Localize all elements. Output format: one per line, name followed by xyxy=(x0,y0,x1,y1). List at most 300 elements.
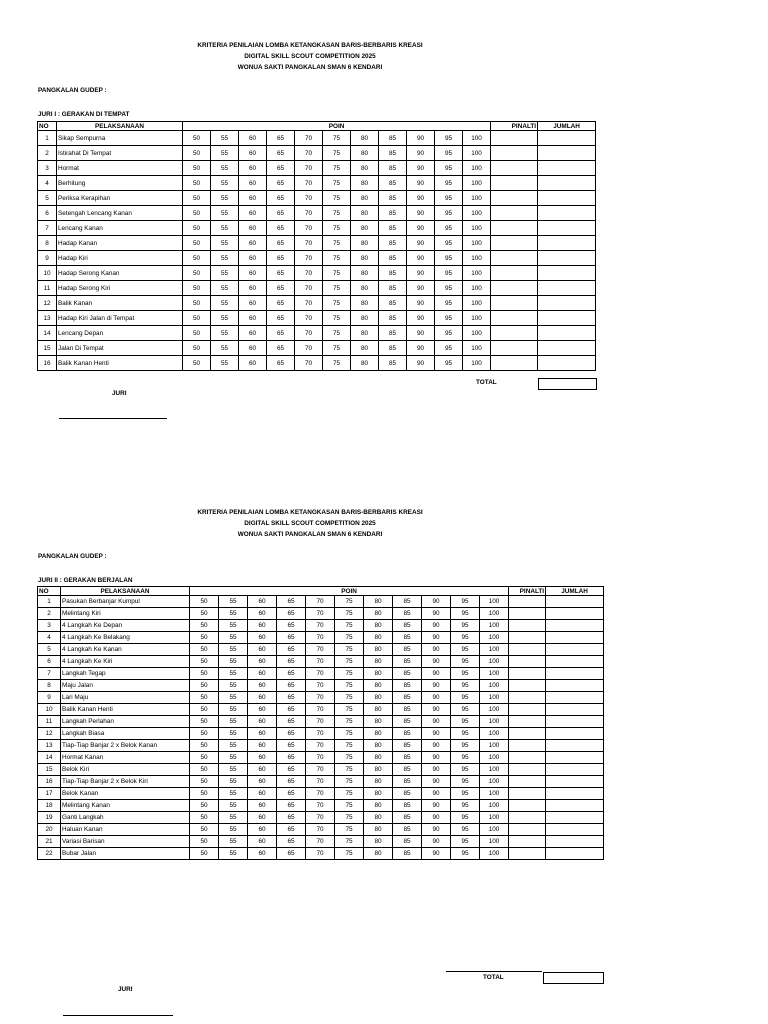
point-option[interactable]: 95 xyxy=(435,146,463,161)
point-option[interactable]: 60 xyxy=(248,620,277,632)
pinalti-cell[interactable] xyxy=(509,740,546,752)
point-option[interactable]: 65 xyxy=(277,800,306,812)
jumlah-cell[interactable] xyxy=(546,656,604,668)
point-option[interactable]: 70 xyxy=(306,620,335,632)
point-option[interactable]: 95 xyxy=(435,176,463,191)
point-option[interactable]: 90 xyxy=(422,620,451,632)
pinalti-cell[interactable] xyxy=(491,221,538,236)
point-option[interactable]: 85 xyxy=(393,608,422,620)
point-option[interactable]: 100 xyxy=(463,296,491,311)
point-option[interactable]: 60 xyxy=(248,764,277,776)
point-option[interactable]: 75 xyxy=(323,191,351,206)
point-option[interactable]: 95 xyxy=(451,656,480,668)
point-option[interactable]: 70 xyxy=(295,341,323,356)
point-option[interactable]: 90 xyxy=(422,608,451,620)
point-option[interactable]: 90 xyxy=(407,146,435,161)
point-option[interactable]: 60 xyxy=(248,812,277,824)
point-option[interactable]: 65 xyxy=(277,620,306,632)
point-option[interactable]: 50 xyxy=(183,311,211,326)
point-option[interactable]: 60 xyxy=(248,644,277,656)
point-option[interactable]: 70 xyxy=(306,704,335,716)
point-option[interactable]: 95 xyxy=(451,776,480,788)
point-option[interactable]: 75 xyxy=(323,236,351,251)
point-option[interactable]: 100 xyxy=(480,620,509,632)
jumlah-cell[interactable] xyxy=(546,764,604,776)
point-option[interactable]: 65 xyxy=(277,848,306,860)
point-option[interactable]: 50 xyxy=(190,776,219,788)
point-option[interactable]: 80 xyxy=(364,680,393,692)
point-option[interactable]: 55 xyxy=(211,326,239,341)
point-option[interactable]: 85 xyxy=(379,356,407,371)
point-option[interactable]: 50 xyxy=(190,704,219,716)
point-option[interactable]: 85 xyxy=(393,680,422,692)
point-option[interactable]: 85 xyxy=(379,206,407,221)
point-option[interactable]: 100 xyxy=(480,740,509,752)
point-option[interactable]: 60 xyxy=(248,668,277,680)
point-option[interactable]: 90 xyxy=(407,296,435,311)
point-option[interactable]: 80 xyxy=(364,812,393,824)
pinalti-cell[interactable] xyxy=(491,311,538,326)
point-option[interactable]: 100 xyxy=(480,848,509,860)
point-option[interactable]: 65 xyxy=(277,692,306,704)
point-option[interactable]: 75 xyxy=(323,311,351,326)
point-option[interactable]: 75 xyxy=(323,266,351,281)
point-option[interactable]: 55 xyxy=(219,692,248,704)
point-option[interactable]: 55 xyxy=(219,704,248,716)
point-option[interactable]: 100 xyxy=(480,800,509,812)
point-option[interactable]: 50 xyxy=(190,716,219,728)
point-option[interactable]: 90 xyxy=(422,788,451,800)
point-option[interactable]: 60 xyxy=(239,146,267,161)
point-option[interactable]: 80 xyxy=(364,764,393,776)
point-option[interactable]: 100 xyxy=(463,191,491,206)
point-option[interactable]: 55 xyxy=(219,608,248,620)
point-option[interactable]: 75 xyxy=(335,812,364,824)
point-option[interactable]: 80 xyxy=(364,848,393,860)
point-option[interactable]: 100 xyxy=(480,704,509,716)
jumlah-cell[interactable] xyxy=(538,221,596,236)
point-option[interactable]: 70 xyxy=(306,836,335,848)
pinalti-cell[interactable] xyxy=(491,191,538,206)
point-option[interactable]: 70 xyxy=(295,281,323,296)
point-option[interactable]: 60 xyxy=(239,356,267,371)
point-option[interactable]: 85 xyxy=(379,296,407,311)
point-option[interactable]: 70 xyxy=(306,764,335,776)
point-option[interactable]: 85 xyxy=(379,161,407,176)
point-option[interactable]: 50 xyxy=(183,251,211,266)
point-option[interactable]: 55 xyxy=(219,716,248,728)
jumlah-cell[interactable] xyxy=(546,824,604,836)
point-option[interactable]: 50 xyxy=(183,221,211,236)
point-option[interactable]: 70 xyxy=(295,161,323,176)
point-option[interactable]: 85 xyxy=(393,632,422,644)
point-option[interactable]: 65 xyxy=(277,632,306,644)
point-option[interactable]: 60 xyxy=(248,848,277,860)
point-option[interactable]: 60 xyxy=(239,206,267,221)
point-option[interactable]: 65 xyxy=(267,281,295,296)
point-option[interactable]: 55 xyxy=(219,752,248,764)
point-option[interactable]: 90 xyxy=(407,161,435,176)
point-option[interactable]: 100 xyxy=(463,131,491,146)
point-option[interactable]: 95 xyxy=(451,788,480,800)
point-option[interactable]: 90 xyxy=(422,632,451,644)
point-option[interactable]: 50 xyxy=(183,206,211,221)
point-option[interactable]: 95 xyxy=(451,668,480,680)
point-option[interactable]: 90 xyxy=(422,836,451,848)
point-option[interactable]: 75 xyxy=(323,341,351,356)
point-option[interactable]: 75 xyxy=(335,596,364,608)
pinalti-cell[interactable] xyxy=(491,146,538,161)
point-option[interactable]: 60 xyxy=(239,176,267,191)
point-option[interactable]: 85 xyxy=(379,281,407,296)
point-option[interactable]: 85 xyxy=(379,311,407,326)
point-option[interactable]: 95 xyxy=(435,131,463,146)
point-option[interactable]: 65 xyxy=(277,608,306,620)
point-option[interactable]: 55 xyxy=(219,764,248,776)
point-option[interactable]: 75 xyxy=(335,620,364,632)
point-option[interactable]: 50 xyxy=(190,692,219,704)
point-option[interactable]: 80 xyxy=(364,668,393,680)
pinalti-cell[interactable] xyxy=(509,824,546,836)
point-option[interactable]: 70 xyxy=(306,716,335,728)
point-option[interactable]: 60 xyxy=(248,800,277,812)
point-option[interactable]: 65 xyxy=(267,326,295,341)
point-option[interactable]: 95 xyxy=(435,281,463,296)
point-option[interactable]: 80 xyxy=(351,281,379,296)
point-option[interactable]: 80 xyxy=(364,800,393,812)
point-option[interactable]: 60 xyxy=(248,704,277,716)
point-option[interactable]: 80 xyxy=(351,191,379,206)
point-option[interactable]: 75 xyxy=(323,206,351,221)
point-option[interactable]: 60 xyxy=(239,296,267,311)
point-option[interactable]: 80 xyxy=(364,644,393,656)
point-option[interactable]: 65 xyxy=(277,656,306,668)
point-option[interactable]: 75 xyxy=(335,692,364,704)
point-option[interactable]: 65 xyxy=(267,191,295,206)
jumlah-cell[interactable] xyxy=(546,620,604,632)
point-option[interactable]: 75 xyxy=(335,608,364,620)
pinalti-cell[interactable] xyxy=(509,764,546,776)
pinalti-cell[interactable] xyxy=(491,296,538,311)
point-option[interactable]: 50 xyxy=(190,668,219,680)
point-option[interactable]: 70 xyxy=(295,206,323,221)
point-option[interactable]: 100 xyxy=(463,206,491,221)
jumlah-cell[interactable] xyxy=(538,191,596,206)
point-option[interactable]: 85 xyxy=(379,266,407,281)
point-option[interactable]: 75 xyxy=(323,326,351,341)
point-option[interactable]: 50 xyxy=(183,161,211,176)
point-option[interactable]: 60 xyxy=(239,266,267,281)
point-option[interactable]: 100 xyxy=(463,311,491,326)
point-option[interactable]: 75 xyxy=(335,764,364,776)
point-option[interactable]: 95 xyxy=(451,752,480,764)
point-option[interactable]: 55 xyxy=(219,680,248,692)
jumlah-cell[interactable] xyxy=(546,728,604,740)
point-option[interactable]: 95 xyxy=(435,311,463,326)
point-option[interactable]: 75 xyxy=(335,836,364,848)
point-option[interactable]: 100 xyxy=(463,236,491,251)
pinalti-cell[interactable] xyxy=(509,680,546,692)
point-option[interactable]: 90 xyxy=(407,266,435,281)
point-option[interactable]: 95 xyxy=(451,764,480,776)
jumlah-cell[interactable] xyxy=(546,776,604,788)
point-option[interactable]: 65 xyxy=(267,251,295,266)
point-option[interactable]: 50 xyxy=(183,131,211,146)
pinalti-cell[interactable] xyxy=(491,341,538,356)
point-option[interactable]: 75 xyxy=(323,296,351,311)
point-option[interactable]: 60 xyxy=(248,776,277,788)
point-option[interactable]: 100 xyxy=(480,680,509,692)
point-option[interactable]: 75 xyxy=(335,668,364,680)
point-option[interactable]: 90 xyxy=(407,341,435,356)
point-option[interactable]: 50 xyxy=(183,326,211,341)
point-option[interactable]: 55 xyxy=(211,266,239,281)
point-option[interactable]: 95 xyxy=(451,824,480,836)
point-option[interactable]: 100 xyxy=(480,836,509,848)
jumlah-cell[interactable] xyxy=(538,176,596,191)
point-option[interactable]: 70 xyxy=(295,296,323,311)
point-option[interactable]: 95 xyxy=(451,692,480,704)
point-option[interactable]: 55 xyxy=(211,236,239,251)
jumlah-cell[interactable] xyxy=(538,236,596,251)
point-option[interactable]: 50 xyxy=(190,596,219,608)
point-option[interactable]: 100 xyxy=(480,764,509,776)
point-option[interactable]: 50 xyxy=(183,356,211,371)
point-option[interactable]: 65 xyxy=(277,596,306,608)
point-option[interactable]: 100 xyxy=(480,668,509,680)
point-option[interactable]: 95 xyxy=(435,251,463,266)
point-option[interactable]: 90 xyxy=(407,221,435,236)
point-option[interactable]: 100 xyxy=(463,176,491,191)
point-option[interactable]: 100 xyxy=(463,281,491,296)
point-option[interactable]: 85 xyxy=(393,848,422,860)
point-option[interactable]: 85 xyxy=(393,620,422,632)
point-option[interactable]: 85 xyxy=(393,800,422,812)
point-option[interactable]: 75 xyxy=(335,632,364,644)
point-option[interactable]: 100 xyxy=(463,251,491,266)
point-option[interactable]: 95 xyxy=(435,161,463,176)
pinalti-cell[interactable] xyxy=(509,848,546,860)
point-option[interactable]: 95 xyxy=(451,836,480,848)
point-option[interactable]: 90 xyxy=(422,644,451,656)
point-option[interactable]: 85 xyxy=(393,740,422,752)
pinalti-cell[interactable] xyxy=(509,608,546,620)
pinalti-cell[interactable] xyxy=(491,281,538,296)
point-option[interactable]: 50 xyxy=(183,176,211,191)
jumlah-cell[interactable] xyxy=(546,704,604,716)
point-option[interactable]: 85 xyxy=(393,752,422,764)
point-option[interactable]: 90 xyxy=(407,236,435,251)
point-option[interactable]: 60 xyxy=(248,788,277,800)
point-option[interactable]: 95 xyxy=(435,191,463,206)
point-option[interactable]: 50 xyxy=(190,644,219,656)
point-option[interactable]: 90 xyxy=(422,740,451,752)
point-option[interactable]: 80 xyxy=(351,131,379,146)
jumlah-cell[interactable] xyxy=(546,740,604,752)
jumlah-cell[interactable] xyxy=(538,266,596,281)
point-option[interactable]: 80 xyxy=(364,656,393,668)
point-option[interactable]: 50 xyxy=(190,740,219,752)
point-option[interactable]: 80 xyxy=(364,740,393,752)
point-option[interactable]: 100 xyxy=(480,632,509,644)
point-option[interactable]: 55 xyxy=(211,146,239,161)
pinalti-cell[interactable] xyxy=(509,668,546,680)
point-option[interactable]: 95 xyxy=(435,221,463,236)
point-option[interactable]: 75 xyxy=(323,146,351,161)
point-option[interactable]: 85 xyxy=(393,764,422,776)
point-option[interactable]: 55 xyxy=(219,740,248,752)
point-option[interactable]: 65 xyxy=(277,728,306,740)
point-option[interactable]: 70 xyxy=(295,311,323,326)
pinalti-cell[interactable] xyxy=(491,206,538,221)
point-option[interactable]: 65 xyxy=(267,296,295,311)
point-option[interactable]: 60 xyxy=(248,716,277,728)
jumlah-cell[interactable] xyxy=(538,341,596,356)
point-option[interactable]: 90 xyxy=(422,596,451,608)
point-option[interactable]: 70 xyxy=(295,176,323,191)
point-option[interactable]: 80 xyxy=(351,251,379,266)
point-option[interactable]: 85 xyxy=(379,221,407,236)
point-option[interactable]: 50 xyxy=(183,296,211,311)
point-option[interactable]: 95 xyxy=(451,644,480,656)
point-option[interactable]: 70 xyxy=(295,251,323,266)
point-option[interactable]: 50 xyxy=(190,764,219,776)
pinalti-cell[interactable] xyxy=(491,251,538,266)
point-option[interactable]: 80 xyxy=(351,236,379,251)
point-option[interactable]: 65 xyxy=(277,644,306,656)
point-option[interactable]: 65 xyxy=(277,788,306,800)
point-option[interactable]: 90 xyxy=(422,656,451,668)
jumlah-cell[interactable] xyxy=(546,788,604,800)
point-option[interactable]: 85 xyxy=(393,836,422,848)
pinalti-cell[interactable] xyxy=(491,326,538,341)
point-option[interactable]: 60 xyxy=(239,236,267,251)
point-option[interactable]: 60 xyxy=(248,728,277,740)
point-option[interactable]: 85 xyxy=(393,788,422,800)
point-option[interactable]: 85 xyxy=(393,644,422,656)
point-option[interactable]: 100 xyxy=(480,776,509,788)
point-option[interactable]: 90 xyxy=(422,716,451,728)
point-option[interactable]: 85 xyxy=(393,776,422,788)
point-option[interactable]: 75 xyxy=(335,704,364,716)
point-option[interactable]: 90 xyxy=(407,251,435,266)
point-option[interactable]: 70 xyxy=(295,356,323,371)
point-option[interactable]: 95 xyxy=(435,236,463,251)
point-option[interactable]: 75 xyxy=(335,776,364,788)
point-option[interactable]: 100 xyxy=(463,341,491,356)
point-option[interactable]: 65 xyxy=(277,740,306,752)
point-option[interactable]: 90 xyxy=(407,356,435,371)
point-option[interactable]: 100 xyxy=(480,656,509,668)
point-option[interactable]: 90 xyxy=(422,728,451,740)
point-option[interactable]: 50 xyxy=(190,836,219,848)
point-option[interactable]: 85 xyxy=(393,668,422,680)
point-option[interactable]: 55 xyxy=(219,596,248,608)
point-option[interactable]: 80 xyxy=(364,620,393,632)
point-option[interactable]: 80 xyxy=(351,176,379,191)
point-option[interactable]: 95 xyxy=(451,740,480,752)
point-option[interactable]: 95 xyxy=(435,296,463,311)
point-option[interactable]: 80 xyxy=(364,596,393,608)
point-option[interactable]: 50 xyxy=(190,680,219,692)
point-option[interactable]: 95 xyxy=(435,341,463,356)
point-option[interactable]: 65 xyxy=(277,680,306,692)
point-option[interactable]: 70 xyxy=(306,644,335,656)
jumlah-cell[interactable] xyxy=(546,836,604,848)
point-option[interactable]: 80 xyxy=(364,836,393,848)
point-option[interactable]: 55 xyxy=(219,644,248,656)
jumlah-cell[interactable] xyxy=(538,311,596,326)
jumlah-cell[interactable] xyxy=(538,326,596,341)
point-option[interactable]: 70 xyxy=(306,824,335,836)
point-option[interactable]: 80 xyxy=(351,326,379,341)
point-option[interactable]: 70 xyxy=(295,326,323,341)
point-option[interactable]: 70 xyxy=(306,680,335,692)
point-option[interactable]: 65 xyxy=(277,812,306,824)
point-option[interactable]: 100 xyxy=(480,812,509,824)
point-option[interactable]: 65 xyxy=(267,356,295,371)
point-option[interactable]: 60 xyxy=(248,596,277,608)
jumlah-cell[interactable] xyxy=(546,692,604,704)
jumlah-cell[interactable] xyxy=(546,812,604,824)
point-option[interactable]: 55 xyxy=(211,131,239,146)
point-option[interactable]: 80 xyxy=(351,206,379,221)
pinalti-cell[interactable] xyxy=(509,836,546,848)
point-option[interactable]: 65 xyxy=(277,776,306,788)
point-option[interactable]: 85 xyxy=(379,176,407,191)
point-option[interactable]: 75 xyxy=(335,740,364,752)
point-option[interactable]: 55 xyxy=(211,161,239,176)
pinalti-cell[interactable] xyxy=(491,236,538,251)
point-option[interactable]: 80 xyxy=(351,341,379,356)
point-option[interactable]: 60 xyxy=(248,656,277,668)
point-option[interactable]: 50 xyxy=(183,146,211,161)
point-option[interactable]: 95 xyxy=(451,800,480,812)
point-option[interactable]: 90 xyxy=(422,680,451,692)
point-option[interactable]: 90 xyxy=(422,752,451,764)
point-option[interactable]: 95 xyxy=(451,680,480,692)
point-option[interactable]: 95 xyxy=(435,356,463,371)
point-option[interactable]: 65 xyxy=(277,668,306,680)
jumlah-cell[interactable] xyxy=(546,632,604,644)
point-option[interactable]: 65 xyxy=(277,716,306,728)
point-option[interactable]: 50 xyxy=(183,266,211,281)
point-option[interactable]: 50 xyxy=(190,728,219,740)
point-option[interactable]: 60 xyxy=(248,824,277,836)
total-value-box[interactable] xyxy=(538,378,597,390)
point-option[interactable]: 70 xyxy=(295,146,323,161)
point-option[interactable]: 55 xyxy=(219,836,248,848)
point-option[interactable]: 65 xyxy=(267,341,295,356)
point-option[interactable]: 70 xyxy=(306,752,335,764)
point-option[interactable]: 55 xyxy=(219,656,248,668)
point-option[interactable]: 60 xyxy=(248,680,277,692)
point-option[interactable]: 90 xyxy=(422,800,451,812)
point-option[interactable]: 70 xyxy=(295,236,323,251)
point-option[interactable]: 85 xyxy=(379,341,407,356)
point-option[interactable]: 75 xyxy=(335,824,364,836)
point-option[interactable]: 85 xyxy=(393,728,422,740)
point-option[interactable]: 80 xyxy=(351,266,379,281)
pinalti-cell[interactable] xyxy=(491,131,538,146)
point-option[interactable]: 85 xyxy=(393,812,422,824)
point-option[interactable]: 90 xyxy=(422,704,451,716)
point-option[interactable]: 55 xyxy=(211,221,239,236)
pinalti-cell[interactable] xyxy=(509,752,546,764)
point-option[interactable]: 90 xyxy=(407,131,435,146)
point-option[interactable]: 70 xyxy=(295,221,323,236)
point-option[interactable]: 60 xyxy=(248,740,277,752)
